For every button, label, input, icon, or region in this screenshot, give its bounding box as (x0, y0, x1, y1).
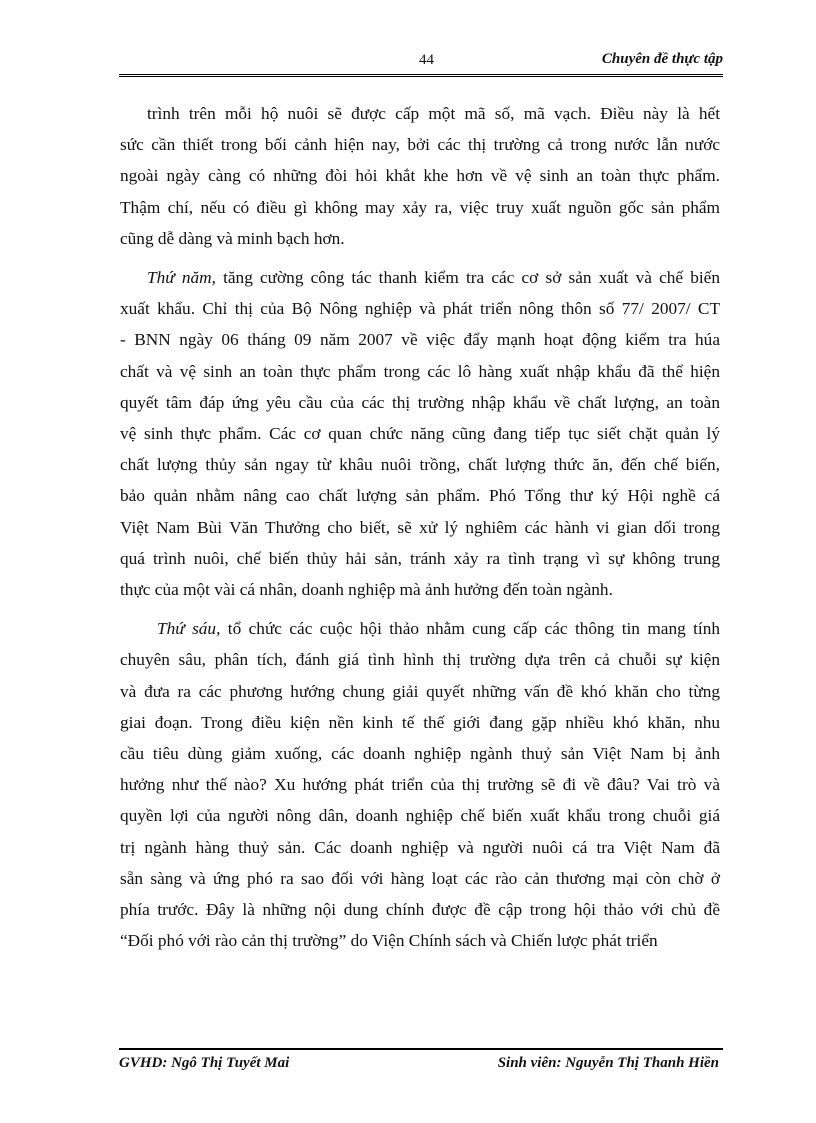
text-line: chuyên sâu, phân tích, đánh giá tình hình thị trường dựa trên cả chuỗi sự kiện (120, 650, 720, 670)
text-line: vệ sinh thực phẩm. Các cơ quan chức năng cũng đang tiếp tục siết chặt quản lý (120, 424, 720, 444)
document-body (120, 98, 721, 956)
text-line: ngoài ngày càng có những đòi hỏi khắt khe hơn về vệ sinh an toàn thực phẩm. (120, 166, 720, 186)
text-line: cầu tiêu dùng giảm xuống, các doanh nghiệp ngành thuỷ sản Việt Nam bị ảnh (120, 744, 720, 764)
text-line: quyết tâm đáp ứng yêu cầu của các thị trường nhập khẩu về chất lượng, an toàn (120, 392, 720, 412)
footer-advisor: GVHD: Ngô Thị Tuyết Mai (119, 1055, 290, 1071)
text-line: cũng dễ dàng và minh bạch hơn. (120, 228, 345, 248)
text-line: sẵn sàng và ứng phó ra sao đối với hàng loạt các rào cản thương mại còn chờ ở (120, 868, 720, 888)
text-line: thực của một vài cá nhân, doanh nghiệp mà ảnh hưởng đến toàn ngành. (120, 580, 613, 600)
text-line: - BNN ngày 06 tháng 09 năm 2007 về việc đẩy mạnh hoạt động kiểm tra húa (120, 330, 720, 350)
text-line: Thậm chí, nếu có điều gì không may xảy ra, việc truy xuất nguồn gốc sản phẩm (120, 197, 720, 217)
header-title: Chuyên đề thực tập (601, 51, 723, 67)
paragraph-lead: Thứ sáu, (157, 619, 221, 639)
text-line: Việt Nam Bùi Văn Thưởng cho biết, sẽ xử lý nghiêm các hành vi gian dối trong (120, 517, 720, 537)
text-line: phía trước. Đây là những nội dung chính được đề cập trong hội thảo với chủ đề (120, 900, 720, 920)
text-line: quá trình nuôi, chế biến thủy hải sản, tránh xảy ra tình trạng vì sự không trung (120, 548, 720, 568)
paragraph-lead: Thứ năm, (147, 268, 216, 288)
text-line: chất và vệ sinh an toàn thực phẩm trong các lô hàng xuất nhập khẩu đã thể hiện (120, 361, 720, 381)
page-header (119, 50, 723, 77)
text-line: trị ngành hàng thuỷ sản. Các doanh nghiệp và người nuôi cá tra Việt Nam đã (120, 837, 720, 857)
text-line: Thứ sáu, tổ chức các cuộc hội thảo nhằm cung cấp các thông tin mang tính (157, 619, 721, 639)
text-line: bảo quản nhằm nâng cao chất lượng sản phẩm. Phó Tổng thư ký Hội nghề cá (120, 486, 720, 506)
footer-student: Sinh viên: Nguyễn Thị Thanh Hiền (497, 1055, 719, 1071)
text-line: xuất khẩu. Chỉ thị của Bộ Nông nghiệp và phát triển nông thôn số 77/ 2007/ CT (120, 299, 720, 319)
text-line: chất lượng thủy sản ngay từ khâu nuôi trồng, chất lượng thức ăn, đến chế biến, (120, 455, 720, 475)
text-line: “Đối phó với rào cản thị trường” do Viện Chính sách và Chiến lược phát triển (120, 931, 658, 951)
page-footer (119, 1048, 723, 1071)
paragraph-2 (120, 262, 720, 605)
text-line: giai đoạn. Trong điều kiện nền kinh tế thế giới đang gặp nhiều khó khăn, nhu (120, 712, 720, 732)
text-line: quyền lợi của người nông dân, doanh nghiệp chế biến xuất khẩu trong chuỗi giá (120, 806, 720, 826)
text-line: trình trên mỗi hộ nuôi sẽ được cấp một mã số, mã vạch. Điều này là hết (147, 104, 720, 123)
text-line: hưởng như thế nào? Xu hướng phát triển của thị trường sẽ đi về đâu? Vai trò và (120, 775, 720, 795)
page-number: 44 (419, 52, 434, 68)
paragraph-3 (120, 613, 721, 956)
text-line: Thứ năm, tăng cường công tác thanh kiểm tra các cơ sở sản xuất và chế biến (147, 268, 720, 288)
text-line: và đưa ra các phương hướng chung giải quyết những vấn đề khó khăn cho từng (120, 681, 720, 701)
text-line: sức cần thiết trong bối cảnh hiện nay, bởi các thị trường cả trong nước lẫn nước (120, 135, 720, 155)
paragraph-1 (120, 98, 720, 254)
